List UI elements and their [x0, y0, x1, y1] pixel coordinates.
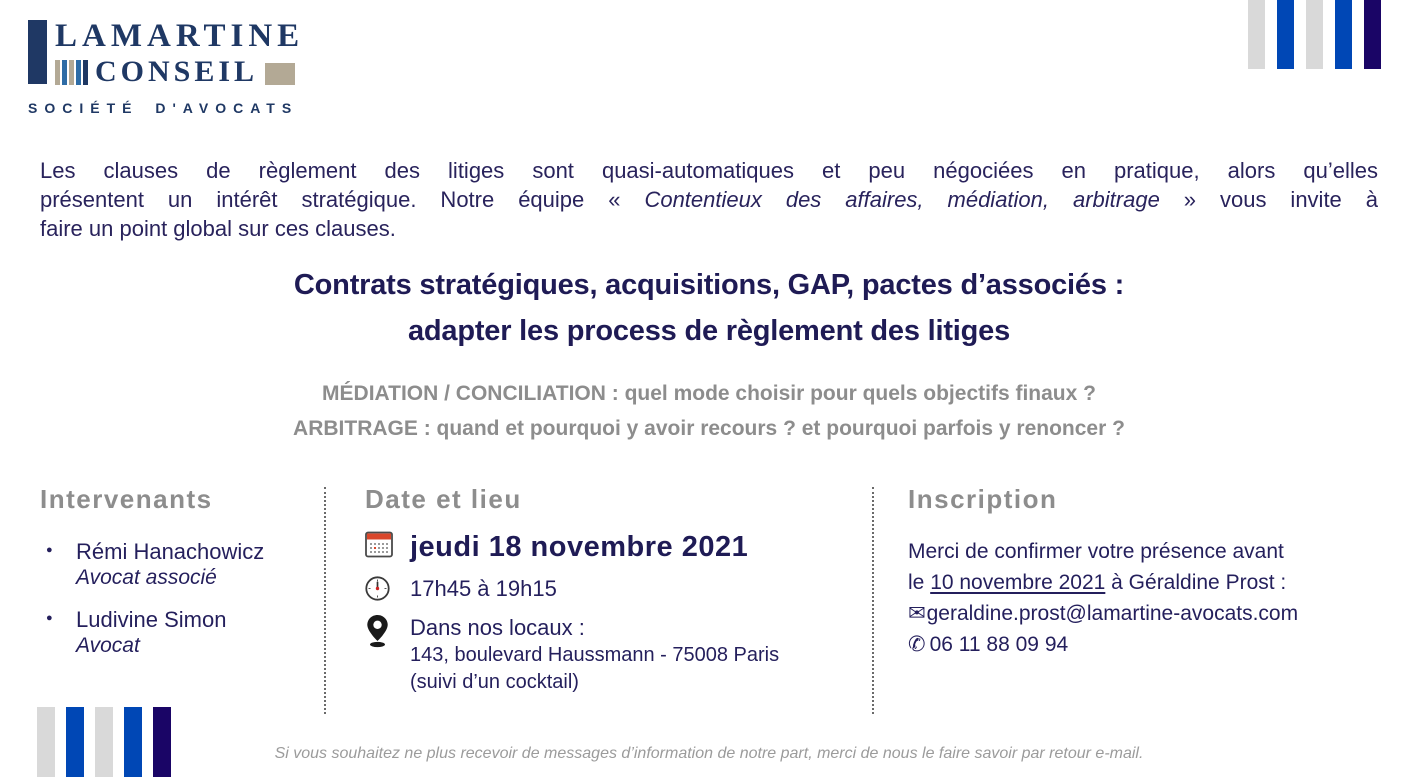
event-subtitle-line-2: ARBITRAGE : quand et pourquoi y avoir recours ? et pourquoi parfois y renoncer ?	[293, 417, 1125, 440]
registration-email-line	[908, 598, 1388, 629]
speaker-item	[40, 606, 315, 659]
logo-wordmark-conseil: CONSEIL	[95, 55, 259, 88]
decor-bar	[37, 707, 55, 777]
decor-bar	[124, 707, 142, 777]
registration-line-1: Merci de confirmer votre présence avant	[908, 539, 1284, 563]
registration-section	[908, 485, 1388, 660]
decor-bar	[66, 707, 84, 777]
details-section	[0, 485, 1418, 725]
decor-bar	[1277, 0, 1294, 69]
decor-bar	[95, 707, 113, 777]
date-location-heading: Date et lieu	[365, 484, 522, 514]
dotted-divider	[872, 487, 874, 714]
logo-subtitle: SOCIÉTÉ D'AVOCATS	[28, 99, 299, 116]
event-subtitle-line-1: MÉDIATION / CONCILIATION : quel mode choisir pour quels objectifs finaux ?	[322, 382, 1096, 405]
dotted-divider	[324, 487, 326, 714]
intro-line-2-pre: présentent un intérêt stratégique. Notre équipe «	[40, 187, 645, 212]
registration-phone-line	[908, 629, 1388, 660]
venue-text	[410, 614, 779, 696]
decor-bar	[1335, 0, 1352, 69]
intro-line-1: Les clauses de règlement des litiges sont quasi-automatiques et peu négociées en pratique, alors qu’elles	[40, 158, 1378, 183]
intro-line-2-post: » vous invite à	[1159, 187, 1378, 212]
speaker-name: ● Ludivine Simon	[76, 606, 227, 632]
intro-line-2	[40, 185, 1378, 214]
registration-email[interactable]: geraldine.prost@lamartine-avocats.com	[926, 601, 1299, 625]
venue-line-3: (suivi d’un cocktail)	[410, 670, 579, 693]
registration-heading: Inscription	[908, 484, 1058, 514]
event-time: 17h45 à 19h15	[410, 575, 557, 601]
decor-bar	[153, 707, 171, 777]
event-date: jeudi 18 novembre 2021	[410, 530, 749, 563]
event-title-line-2: adapter les process de règlement des litiges	[407, 315, 1011, 347]
calendar-icon	[365, 531, 410, 558]
venue-line-2: 143, boulevard Haussmann - 75008 Paris	[410, 643, 780, 666]
event-title	[0, 262, 1418, 354]
intro-line-3: faire un point global sur ces clauses.	[40, 216, 396, 241]
speakers-section	[40, 485, 315, 674]
decorative-bars-top-right	[1248, 0, 1381, 69]
clock-icon	[365, 576, 410, 601]
venue-line-1: Dans nos locaux :	[410, 614, 585, 640]
phone-icon: ✆	[908, 631, 926, 656]
decor-bar	[1248, 0, 1265, 69]
date-location-section	[365, 485, 870, 696]
speaker-item	[40, 538, 315, 591]
intro-line-2-italic: Contentieux des affaires, médiation, arbitrage	[644, 187, 1160, 212]
registration-phone: 06 11 88 09 94	[929, 632, 1069, 656]
event-subtitle	[0, 376, 1418, 446]
unsubscribe-note: Si vous souhaitez ne plus recevoir de messages d’information de notre part, merci de nous le faire savoir par retour e-mail.	[274, 745, 1144, 762]
lamartine-conseil-logo	[28, 20, 304, 116]
speaker-name: ● Rémi Hanachowicz	[76, 538, 265, 564]
speakers-list	[40, 538, 315, 659]
location-pin-icon	[365, 614, 410, 648]
registration-deadline: 10 novembre 2021	[930, 570, 1106, 594]
speaker-role: Avocat	[76, 633, 140, 657]
registration-text	[908, 536, 1388, 660]
registration-line-2-pre: le	[908, 570, 931, 594]
logo-mini-bars	[55, 60, 90, 85]
decor-bar	[1364, 0, 1381, 69]
location-row	[365, 614, 870, 696]
intro-paragraph	[40, 156, 1378, 243]
speaker-role: Avocat associé	[76, 565, 217, 589]
envelope-icon: ✉	[908, 600, 926, 625]
logo-tall-bar	[28, 20, 47, 84]
decorative-bars-bottom-left	[37, 707, 171, 777]
registration-line-2	[908, 567, 1388, 598]
logo-beige-square	[265, 63, 295, 85]
speakers-heading: Intervenants	[40, 484, 213, 514]
event-title-line-1: Contrats stratégiques, acquisitions, GAP, pactes d’associés :	[293, 269, 1125, 301]
decor-bar	[1306, 0, 1323, 69]
date-row	[365, 531, 870, 563]
logo-wordmark-lamartine: LAMARTINE	[55, 18, 305, 54]
time-row	[365, 576, 870, 602]
registration-line-2-post: à Géraldine Prost :	[1105, 570, 1287, 594]
